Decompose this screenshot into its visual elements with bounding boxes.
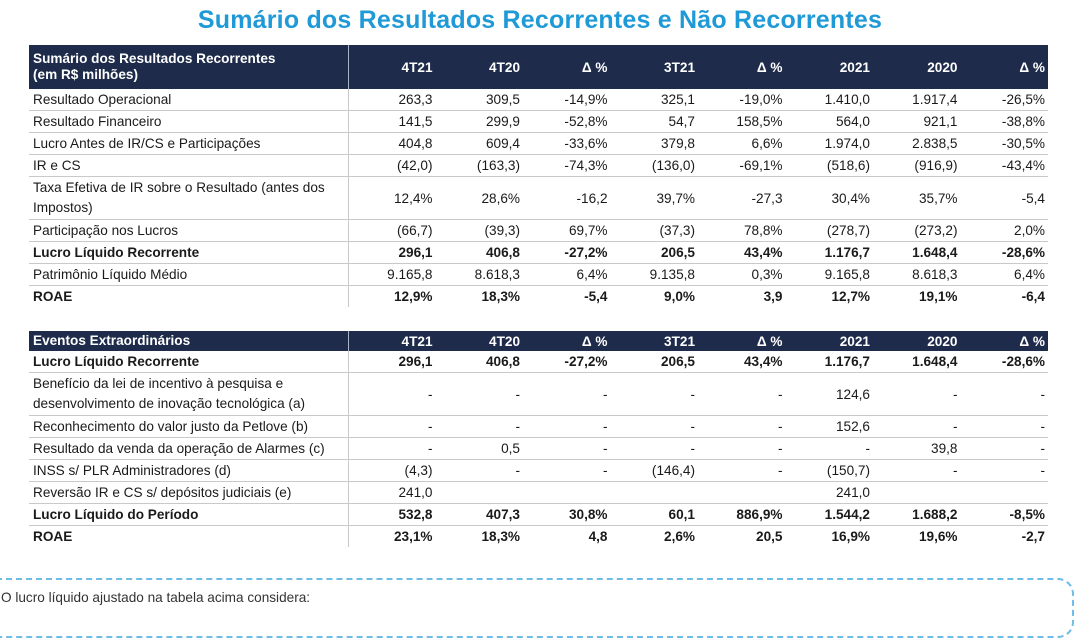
cell-value: 241,0 <box>348 482 436 504</box>
cell-value <box>436 482 524 504</box>
col-header-delta-qoq: Δ % <box>698 331 786 351</box>
table-row <box>29 133 1048 155</box>
cell-value: -43,4% <box>961 155 1049 177</box>
cell-value: -5,4 <box>961 177 1049 220</box>
cell-value: - <box>523 373 611 416</box>
cell-value: 12,9% <box>393 289 433 304</box>
cell-value: 379,8 <box>611 133 699 155</box>
row-label: Participação nos Lucros <box>29 220 348 242</box>
col-header-4t20: 4T20 <box>436 331 524 351</box>
cell-value: 141,5 <box>348 111 436 133</box>
row-label: Reversão IR e CS s/ depósitos judiciais (e) <box>29 482 348 504</box>
table-header-label <box>29 45 348 89</box>
cell-value: - <box>961 373 1049 416</box>
cell-value <box>873 482 961 504</box>
row-label: IR e CS <box>29 155 348 177</box>
cell-value: 263,3 <box>348 89 436 111</box>
table-header-row <box>29 45 1048 89</box>
cell-value: - <box>348 373 436 416</box>
cell-value: 18,3% <box>481 289 520 304</box>
cell-value: -8,5% <box>961 504 1049 526</box>
cell-value: 60,1 <box>611 504 699 526</box>
cell-value: (42,0) <box>348 155 436 177</box>
cell-value: 39,7% <box>611 177 699 220</box>
table-row <box>29 416 1048 438</box>
table-row <box>29 286 1048 308</box>
cell-value: 6,6% <box>698 133 786 155</box>
row-label: INSS s/ PLR Administradores (d) <box>29 460 348 482</box>
cell-value: - <box>436 460 524 482</box>
cell-value: 2.838,5 <box>873 133 961 155</box>
cell-value: 296,1 <box>348 242 436 264</box>
cell-value: 9,0% <box>664 289 695 304</box>
table-row <box>29 504 1048 526</box>
cell-value: -2,7 <box>1021 529 1045 544</box>
cell-value: 1.648,4 <box>873 242 961 264</box>
col-header-2021: 2021 <box>786 331 874 351</box>
col-header-3t21: 3T21 <box>611 331 699 351</box>
cell-value: - <box>348 438 436 460</box>
cell-value: (136,0) <box>611 155 699 177</box>
cell-value: 20,5 <box>756 529 783 544</box>
cell-value: (37,3) <box>611 220 699 242</box>
col-header-delta-year: Δ % <box>961 45 1049 89</box>
cell-value: 43,4% <box>698 351 786 373</box>
cell-value <box>961 482 1049 504</box>
cell-value: 39,8 <box>873 438 961 460</box>
row-label: Taxa Efetiva de IR sobre o Resultado (antes dos Impostos) <box>29 177 348 220</box>
cell-value: (163,3) <box>436 155 524 177</box>
cell-value: -30,5% <box>961 133 1049 155</box>
cell-value: 8.618,3 <box>436 264 524 286</box>
cell-value: - <box>523 416 611 438</box>
cell-value: -26,5% <box>961 89 1049 111</box>
cell-value: 6,4% <box>961 264 1049 286</box>
cell-value: 886,9% <box>698 504 786 526</box>
cell-value: - <box>436 416 524 438</box>
header-label-line1: Sumário dos Resultados Recorrentes <box>33 51 276 66</box>
cell-value: 54,7 <box>611 111 699 133</box>
cell-value: 241,0 <box>786 482 874 504</box>
cell-value: -19,0% <box>698 89 786 111</box>
col-header-delta-qoq: Δ % <box>698 45 786 89</box>
col-header-2021: 2021 <box>786 45 874 89</box>
cell-value: 9.165,8 <box>348 264 436 286</box>
cell-value: 532,8 <box>348 504 436 526</box>
note-text: O lucro líquido ajustado na tabela acima considera: <box>1 590 311 605</box>
table-row <box>29 177 1048 220</box>
col-header-3t21: 3T21 <box>611 45 699 89</box>
col-header-2020: 2020 <box>873 45 961 89</box>
cell-value <box>523 482 611 504</box>
cell-value: 18,3% <box>481 529 520 544</box>
cell-value: - <box>873 460 961 482</box>
cell-value: - <box>348 416 436 438</box>
cell-value: 69,7% <box>523 220 611 242</box>
table-header-row <box>29 331 1048 351</box>
row-label: Lucro Líquido Recorrente <box>29 351 348 373</box>
cell-value: (150,7) <box>786 460 874 482</box>
cell-value: (146,4) <box>611 460 699 482</box>
cell-value: - <box>698 373 786 416</box>
cell-value: 152,6 <box>786 416 874 438</box>
cell-value: 8.618,3 <box>873 264 961 286</box>
table-row <box>29 373 1048 416</box>
row-label: Benefício da lei de incentivo à pesquisa e desenvolvimento de inovação tecnológica (a) <box>29 373 348 416</box>
cell-value: 12,4% <box>348 177 436 220</box>
cell-value: (66,7) <box>348 220 436 242</box>
cell-value: 1.688,2 <box>873 504 961 526</box>
cell-value: -33,6% <box>523 133 611 155</box>
cell-value: 9.165,8 <box>786 264 874 286</box>
table-row <box>29 482 1048 504</box>
row-label: Resultado da venda da operação de Alarmes (c) <box>29 438 348 460</box>
header-label-line2: (em R$ milhões) <box>33 67 138 82</box>
cell-value: 407,3 <box>436 504 524 526</box>
cell-value: 30,4% <box>786 177 874 220</box>
cell-value: 1.974,0 <box>786 133 874 155</box>
cell-value: 1.544,2 <box>786 504 874 526</box>
cell-value: 78,8% <box>698 220 786 242</box>
cell-value: (273,2) <box>873 220 961 242</box>
cell-value: 30,8% <box>523 504 611 526</box>
cell-value: -6,4 <box>1021 289 1045 304</box>
cell-value: 124,6 <box>786 373 874 416</box>
cell-value: 2,6% <box>664 529 695 544</box>
cell-value: 1.917,4 <box>873 89 961 111</box>
table-row <box>29 242 1048 264</box>
cell-value: 4,8 <box>588 529 608 544</box>
page-title: Sumário dos Resultados Recorrentes e Não Recorrentes <box>197 6 883 34</box>
cell-value: 406,8 <box>436 242 524 264</box>
cell-value: 296,1 <box>348 351 436 373</box>
row-label: Patrimônio Líquido Médio <box>29 264 348 286</box>
row-label: Reconhecimento do valor justo da Petlove (b) <box>29 416 348 438</box>
row-label: Lucro Líquido Recorrente <box>29 242 348 264</box>
cell-value: 0,3% <box>698 264 786 286</box>
row-label: Resultado Financeiro <box>29 111 348 133</box>
cell-value: 406,8 <box>436 351 524 373</box>
cell-value: -27,2% <box>523 242 611 264</box>
cell-value: 43,4% <box>698 242 786 264</box>
cell-value: 28,6% <box>436 177 524 220</box>
cell-value: - <box>698 460 786 482</box>
cell-value: - <box>961 438 1049 460</box>
cell-value: -5,4 <box>584 289 608 304</box>
table-row <box>29 220 1048 242</box>
cell-value: -27,2% <box>523 351 611 373</box>
cell-value: 12,7% <box>831 289 870 304</box>
cell-value: 564,0 <box>786 111 874 133</box>
cell-value: -69,1% <box>698 155 786 177</box>
row-label: Resultado Operacional <box>29 89 348 111</box>
cell-value: 1.648,4 <box>873 351 961 373</box>
cell-value: 206,5 <box>611 351 699 373</box>
table-row <box>29 111 1048 133</box>
cell-value: - <box>523 438 611 460</box>
cell-value: -38,8% <box>961 111 1049 133</box>
cell-value: 299,9 <box>436 111 524 133</box>
row-label: ROAE <box>29 286 348 308</box>
cell-value: -16,2 <box>523 177 611 220</box>
table-header-label: Eventos Extraordinários <box>29 331 348 351</box>
row-label: Lucro Líquido do Período <box>29 504 348 526</box>
cell-value: - <box>611 416 699 438</box>
cell-value: 6,4% <box>523 264 611 286</box>
cell-value: - <box>611 438 699 460</box>
row-label: Lucro Antes de IR/CS e Participações <box>29 133 348 155</box>
recurring-results-table <box>29 45 1048 307</box>
cell-value: -27,3 <box>698 177 786 220</box>
table-row <box>29 264 1048 286</box>
cell-value: (518,6) <box>786 155 874 177</box>
col-header-4t21: 4T21 <box>348 45 436 89</box>
cell-value: 19,1% <box>918 289 958 304</box>
col-header-4t21: 4T21 <box>348 331 436 351</box>
cell-value: 309,5 <box>436 89 524 111</box>
cell-value: -28,6% <box>961 242 1049 264</box>
cell-value: 9.135,8 <box>611 264 699 286</box>
table-row <box>29 155 1048 177</box>
cell-value: 16,9% <box>831 529 870 544</box>
col-header-4t20: 4T20 <box>436 45 524 89</box>
cell-value: - <box>873 416 961 438</box>
cell-value: 609,4 <box>436 133 524 155</box>
cell-value: - <box>698 438 786 460</box>
col-header-delta-year: Δ % <box>961 331 1049 351</box>
cell-value: -74,3% <box>523 155 611 177</box>
cell-value: 158,5% <box>698 111 786 133</box>
cell-value: - <box>786 438 874 460</box>
cell-value: -14,9% <box>523 89 611 111</box>
col-header-2020: 2020 <box>873 331 961 351</box>
table-row <box>29 351 1048 373</box>
cell-value <box>698 482 786 504</box>
table-row <box>29 89 1048 111</box>
cell-value: - <box>961 416 1049 438</box>
cell-value: 0,5 <box>436 438 524 460</box>
cell-value: (39,3) <box>436 220 524 242</box>
cell-value: 1.176,7 <box>786 351 874 373</box>
cell-value: 206,5 <box>611 242 699 264</box>
extraordinary-events-table <box>29 331 1048 547</box>
cell-value: (278,7) <box>786 220 874 242</box>
cell-value: - <box>698 416 786 438</box>
cell-value: - <box>611 373 699 416</box>
table-row <box>29 438 1048 460</box>
cell-value: 404,8 <box>348 133 436 155</box>
note-box-border <box>0 578 1074 638</box>
cell-value: - <box>873 373 961 416</box>
col-header-delta-yoy: Δ % <box>523 331 611 351</box>
cell-value: - <box>523 460 611 482</box>
cell-value: 1.176,7 <box>786 242 874 264</box>
cell-value: - <box>961 460 1049 482</box>
cell-value: 325,1 <box>611 89 699 111</box>
cell-value <box>611 482 699 504</box>
table-row <box>29 460 1048 482</box>
cell-value: 921,1 <box>873 111 961 133</box>
cell-value: 1.410,0 <box>786 89 874 111</box>
col-header-delta-yoy: Δ % <box>523 45 611 89</box>
row-label: ROAE <box>29 526 348 548</box>
cell-value: (4,3) <box>348 460 436 482</box>
cell-value: -52,8% <box>523 111 611 133</box>
table-row <box>29 526 1048 548</box>
cell-value: 35,7% <box>873 177 961 220</box>
cell-value: (916,9) <box>873 155 961 177</box>
cell-value: -28,6% <box>961 351 1049 373</box>
cell-value: 2,0% <box>961 220 1049 242</box>
cell-value: - <box>436 373 524 416</box>
cell-value: 23,1% <box>393 529 433 544</box>
cell-value: 19,6% <box>918 529 958 544</box>
cell-value: 3,9 <box>763 289 783 304</box>
